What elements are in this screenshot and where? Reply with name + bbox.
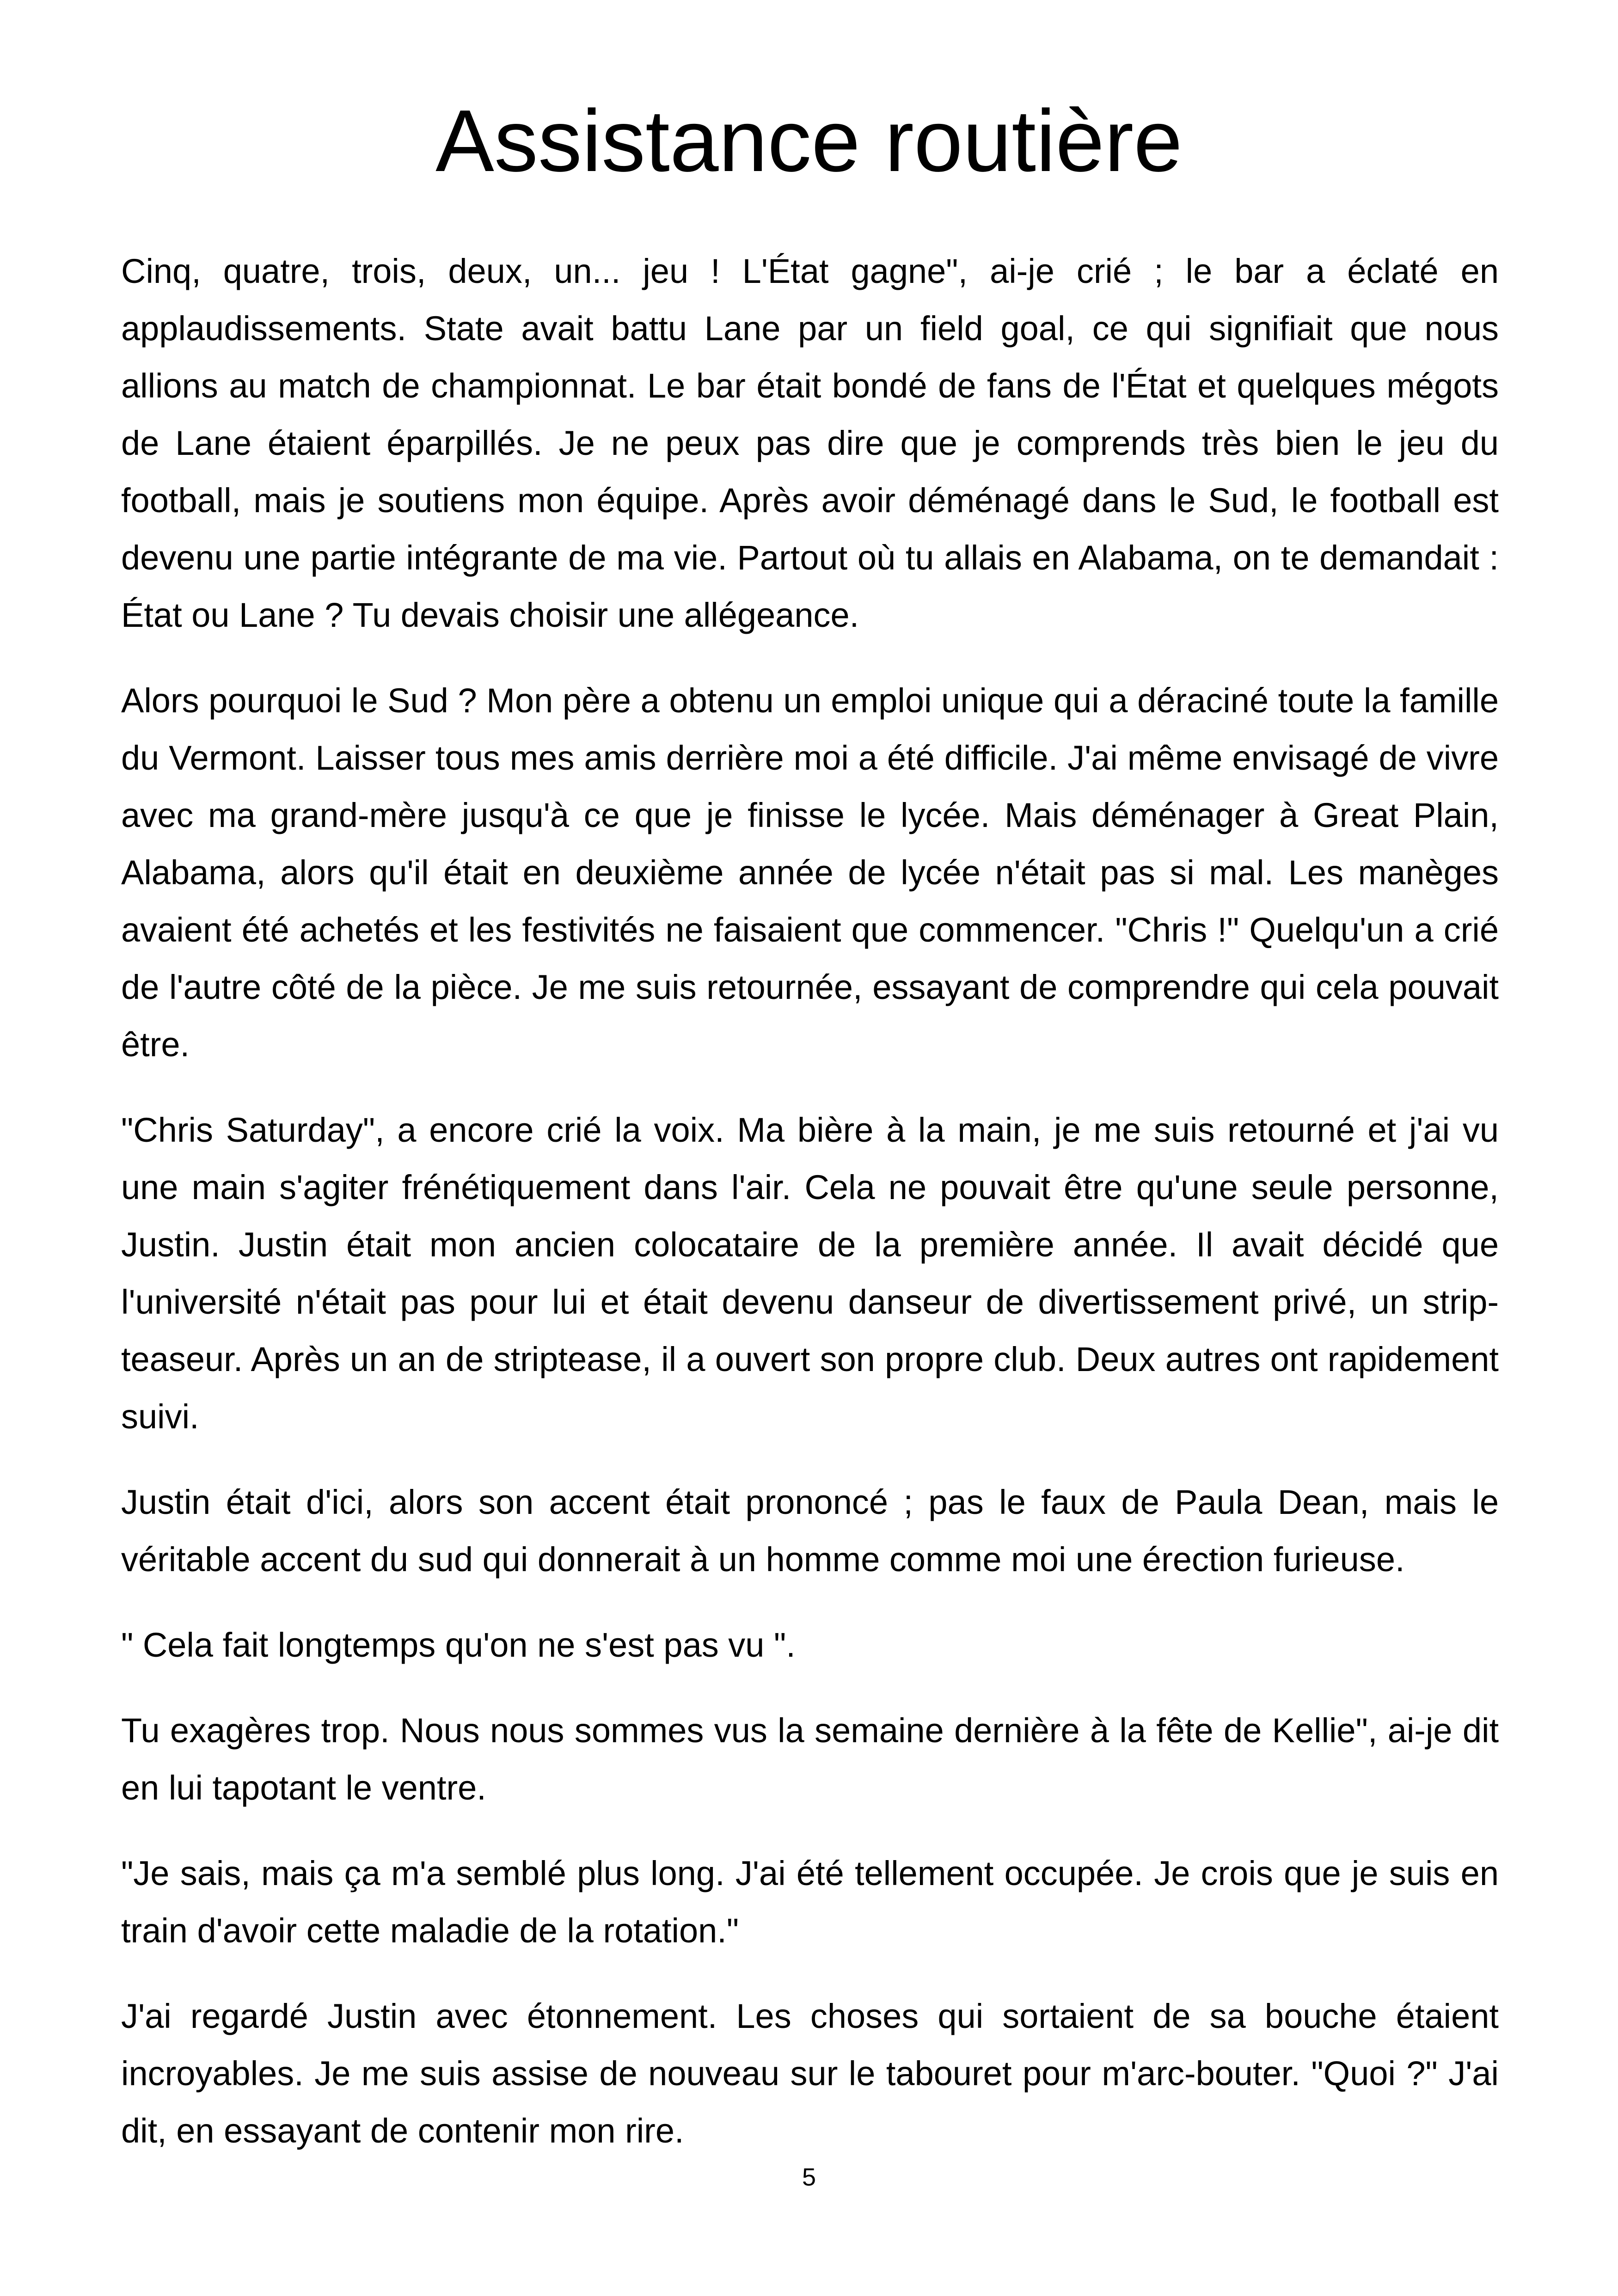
body-text [121,243,1499,2188]
paragraph: "Chris Saturday", a encore crié la voix. Ma bière à la main, je me suis retourné et j'ai vu une main s'agiter frénétiquement dans l'air. Cela ne pouvait être qu'une seule personne, Justin. Justin était mon ancien colocataire de la première année. Il avait décidé que l'université n'était pas pour lui et était devenu danseur de divertissement privé, un strip-teaseur. Après un an de striptease, il a ouvert son propre club. Deux autres ont rapidement suivi. [121,1111,1499,1436]
paragraph: Cinq, quatre, trois, deux, un... jeu ! L'État gagne", ai-je crié ; le bar a éclaté en applaudissements. State avait battu Lane par un field goal, ce qui signifiait que nous allions au match de championnat. Le bar était bondé de fans de l'État et quelques mégots de Lane étaient éparpillés. Je ne peux pas dire que je comprends très bien le jeu du football, mais je soutiens mon équipe. Après avoir déménagé dans le Sud, le football est devenu une partie intégrante de ma vie. Partout où tu allais en Alabama, on te demandait : État ou Lane ? Tu devais choisir une allégeance. [121,252,1499,634]
page-number: 5 [802,2163,816,2191]
paragraph: "Je sais, mais ça m'a semblé plus long. J'ai été tellement occupée. Je crois que je suis en train d'avoir cette maladie de la rotation." [121,1854,1499,1950]
paragraph: " Cela fait longtemps qu'on ne s'est pas vu ". [121,1626,796,1664]
paragraph: Tu exagères trop. Nous nous sommes vus la semaine dernière à la fête de Kellie", ai-je dit en lui tapotant le ventre. [121,1711,1499,1807]
paragraph: Justin était d'ici, alors son accent était prononcé ; pas le faux de Paula Dean, mais le véritable accent du sud qui donnerait à un homme comme moi une érection furieuse. [121,1483,1499,1579]
paragraph: Alors pourquoi le Sud ? Mon père a obtenu un emploi unique qui a déraciné toute la famille du Vermont. Laisser tous mes amis derrière moi a été difficile. J'ai même envisagé de vivre avec ma grand-mère jusqu'à ce que je finisse le lycée. Mais déménager à Great Plain, Alabama, alors qu'il était en deuxième année de lycée n'était pas si mal. Les manèges avaient été achetés et les festivités ne faisaient que commencer. "Chris !" Quelqu'un a crié de l'autre côté de la pièce. Je me suis retournée, essayant de comprendre qui cela pouvait être. [121,681,1499,1064]
paragraph: J'ai regardé Justin avec étonnement. Les choses qui sortaient de sa bouche étaient incroyables. Je me suis assise de nouveau sur le tabouret pour m'arc-bouter. "Quoi ?" J'ai dit, en essayant de contenir mon rire. [121,1997,1499,2150]
page-title: Assistance routière [435,92,1183,190]
